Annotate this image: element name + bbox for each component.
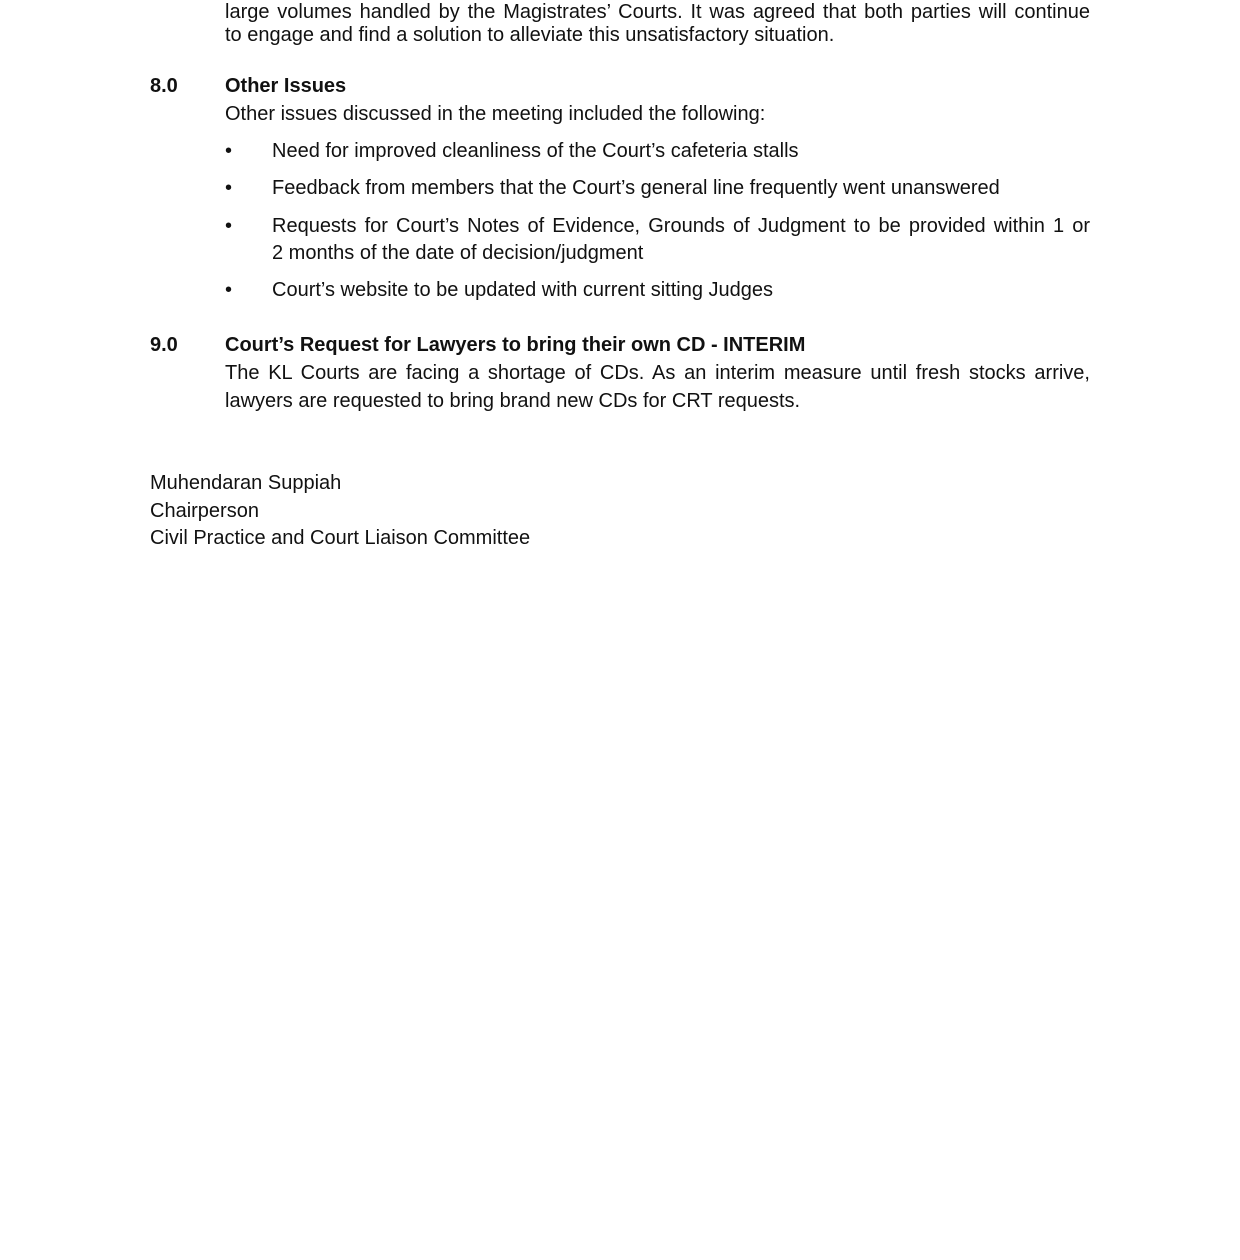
section-9-heading: Court’s Request for Lawyers to bring their own CD - INTERIM xyxy=(225,334,806,356)
bullet-item-text: Feedback from members that the Court’s general line frequently went unanswered xyxy=(272,177,1000,199)
bullet-item-text-continued: 2 months of the date of decision/judgment xyxy=(272,242,644,264)
section-9-body-line-2: lawyers are requested to bring brand new CDs for CRT requests. xyxy=(225,390,801,412)
bullet-icon: • xyxy=(225,140,233,162)
section-9-number: 9.0 xyxy=(150,334,178,356)
section-8-number: 8.0 xyxy=(150,75,178,97)
continuation-line-1: large volumes handled by the Magistrates’ Courts. It was agreed that both parties will continue xyxy=(225,1,1090,23)
bullet-icon: • xyxy=(225,177,233,199)
section-8-intro: Other issues discussed in the meeting included the following: xyxy=(225,103,766,125)
bullet-icon: • xyxy=(225,215,233,237)
signatory-name: Muhendaran Suppiah xyxy=(150,472,342,494)
bullet-item-text: Requests for Court’s Notes of Evidence, Grounds of Judgment to be provided within 1 or xyxy=(272,215,1090,237)
bullet-item-text: Court’s website to be updated with current sitting Judges xyxy=(272,279,774,301)
signatory-committee: Civil Practice and Court Liaison Committee xyxy=(150,527,531,549)
section-8-heading: Other Issues xyxy=(225,75,347,97)
bullet-item-text: Need for improved cleanliness of the Court’s cafeteria stalls xyxy=(272,140,799,162)
bullet-icon: • xyxy=(225,279,233,301)
continuation-line-2: to engage and find a solution to alleviate this unsatisfactory situation. xyxy=(225,24,835,46)
section-9-body-line-1: The KL Courts are facing a shortage of CDs. As an interim measure until fresh stocks arrive, xyxy=(225,362,1090,384)
signatory-role: Chairperson xyxy=(150,500,259,522)
